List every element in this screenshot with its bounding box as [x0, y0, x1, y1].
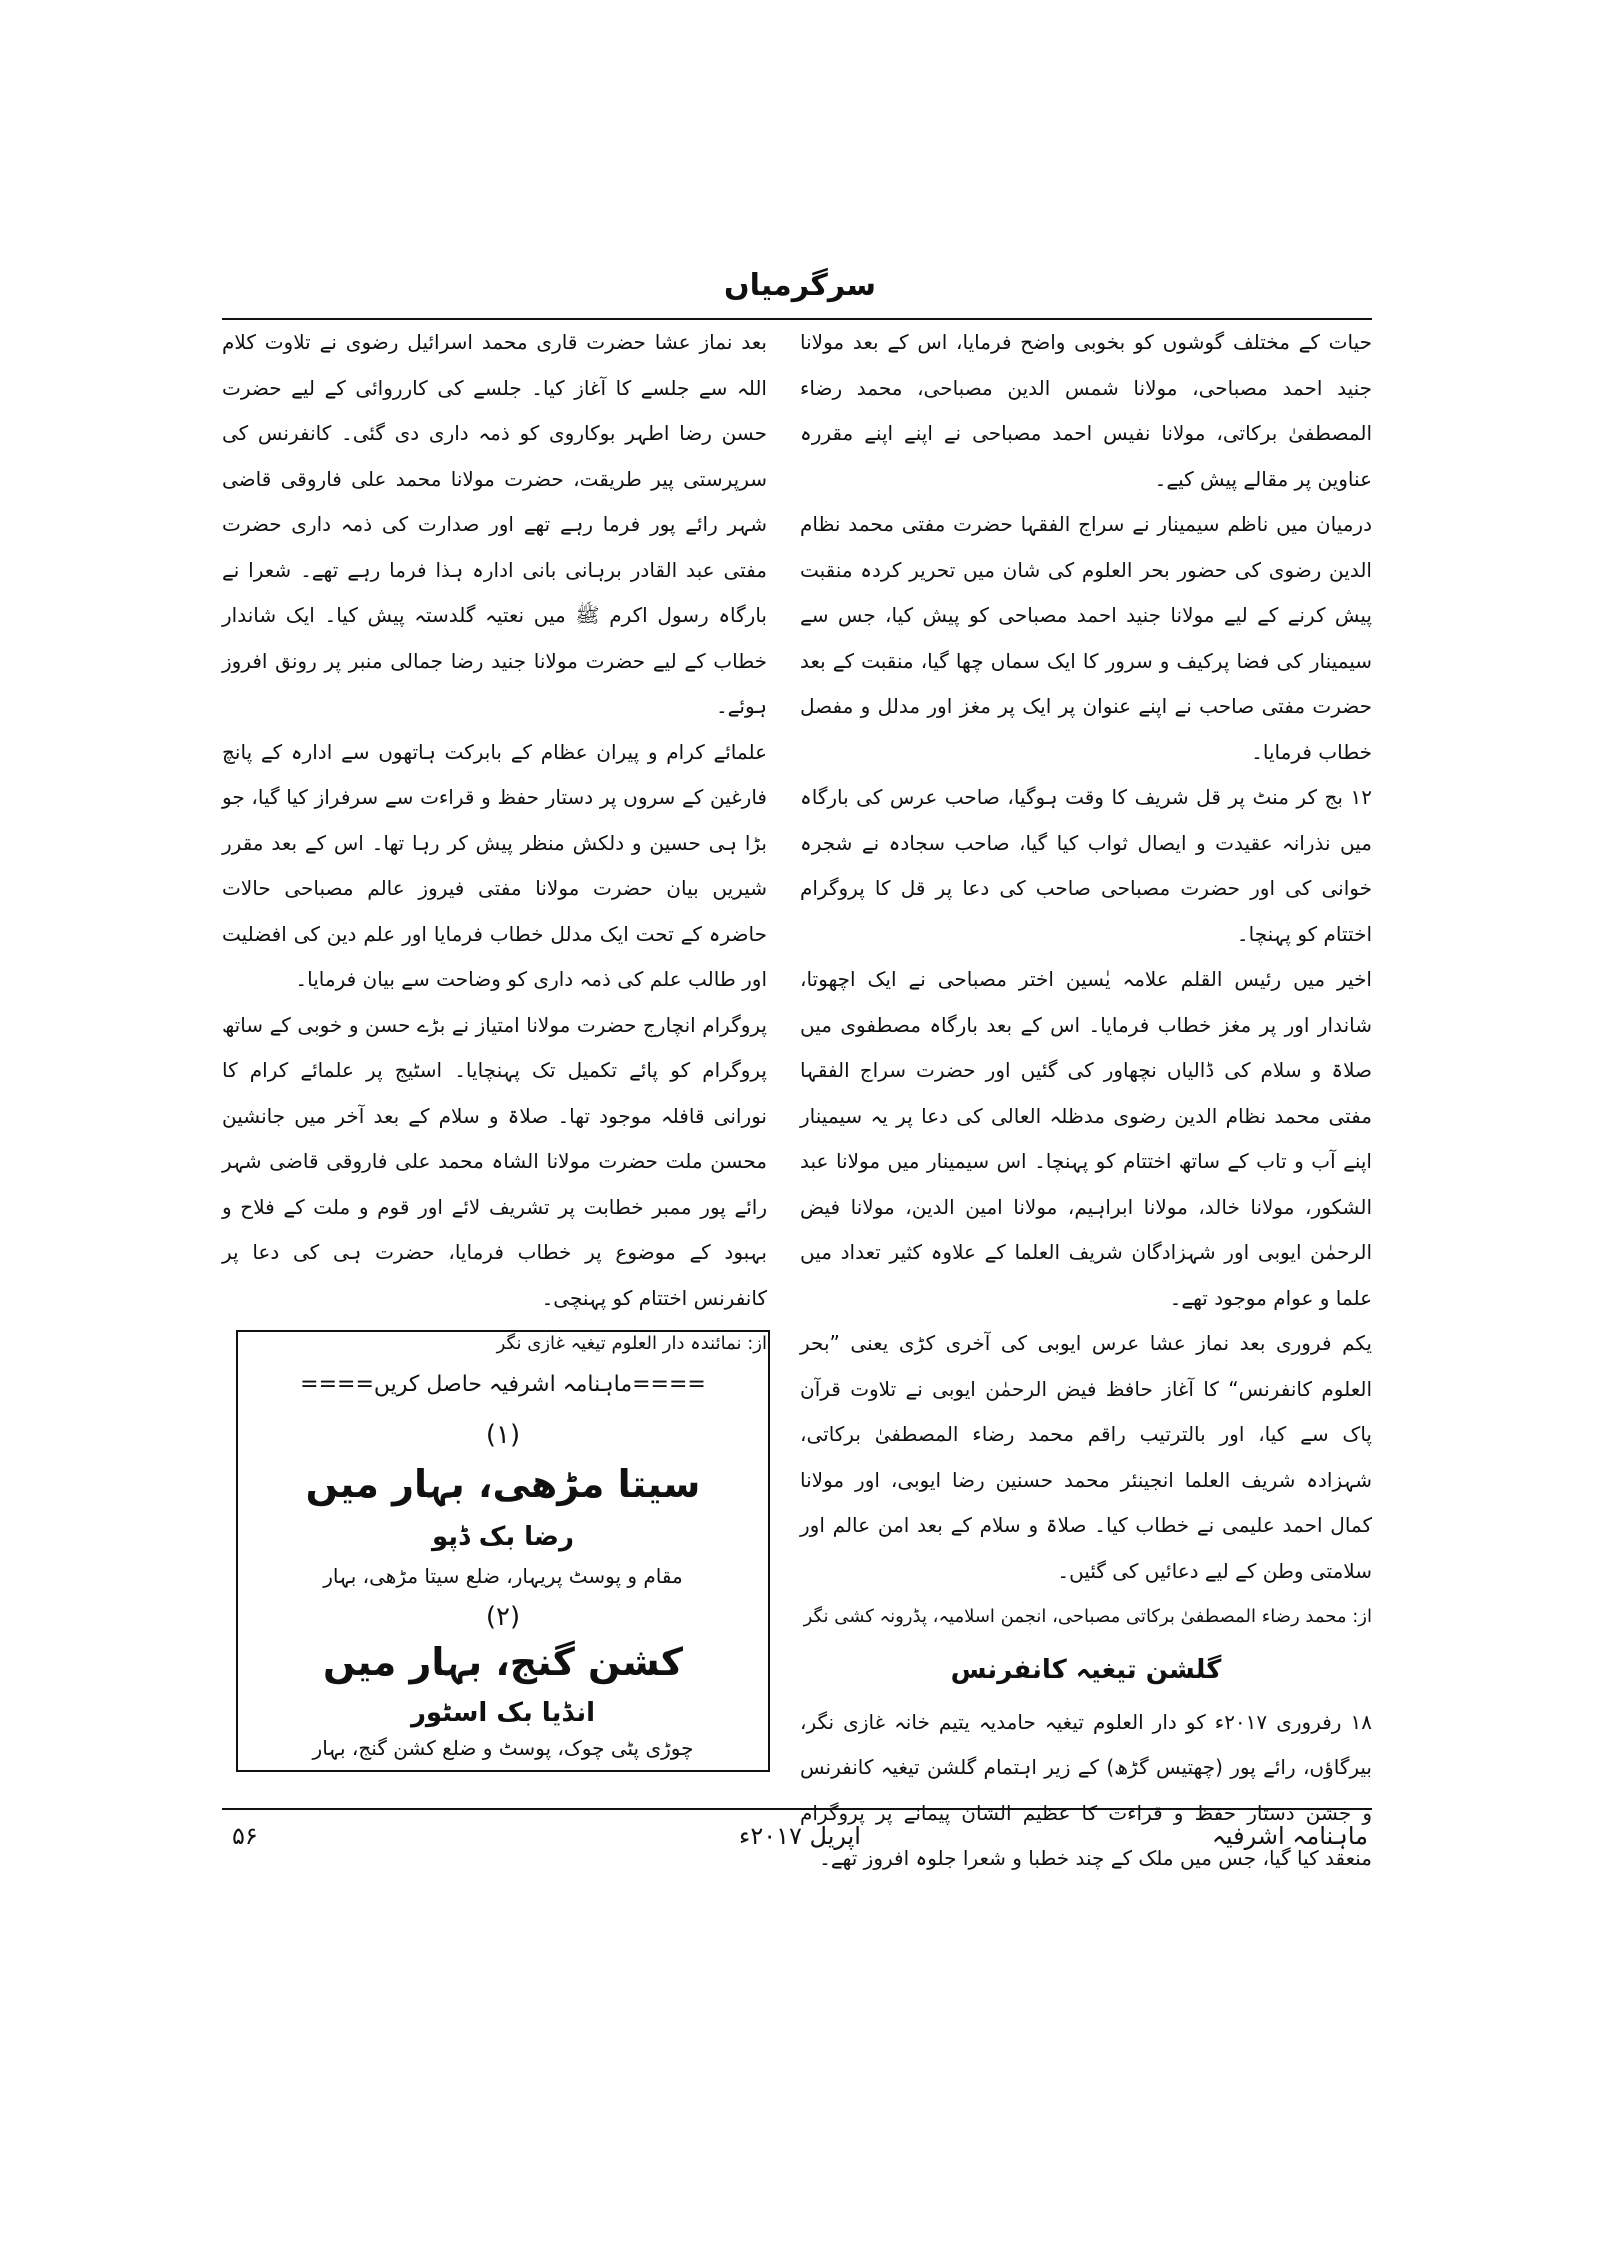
- article-paragraph: بعد نماز عشا حضرت قاری محمد اسرائیل رضوی نے تلاوت کلام اللہ سے جلسے کا آغاز کیا۔ جلسے کی کارروائی کے لیے حضرت حسن رضا اطہر بوکاروی کو ذمہ داری دی گئی۔ کانفرنس کی سرپرستی پیر طریقت، حضرت مولانا محمد علی فاروقی قاضی شہر رائے پور فرما رہے تھے اور صدارت کی ذمہ داری حضرت مفتی عبد القادر برہانی بانی ادارہ ہذا فرما رہے تھے۔ شعرا نے بارگاہ رسول اکرم ﷺ میں نعتیہ گلدستہ پیش کیا۔ ایک شاندار خطاب کے لیے حضرت مولانا جنید رضا جمالی منبر پر رونق افروز ہوئے۔: [222, 330, 767, 718]
- entry-number: (۱): [485, 1420, 521, 1450]
- article-paragraph: اخیر میں رئیس القلم علامہ یٰسین اختر مصباحی نے ایک اچھوتا، شاندار اور پر مغز خطاب فرمایا۔ اس کے بعد بارگاہ مصطفوی میں صلاۃ و سلام کی ڈالیاں نچھاور کی گئیں اور حضرت سراج الفقہا مفتی محمد نظام الدین رضوی مدظلہ العالی کی دعا پر یہ سیمینار اپنے آب و تاب کے ساتھ اختتام کو پہنچا۔ اس سیمینار میں مولانا عبد الشکور، مولانا خالد، مولانا ابراہیم، مولانا امین الدین، مولانا فیض الرحمٰن ایوبی اور شہزادگان شریف العلما کے علاوہ کثیر تعداد میں علما و عوام موجود تھے۔: [800, 967, 1372, 1310]
- page-number: ۵۶: [232, 1822, 258, 1850]
- subscription-box: [236, 1330, 770, 1772]
- magazine-name: ماہنامہ اشرفیہ: [1211, 1822, 1368, 1850]
- article-paragraph: علمائے کرام و پیران عظام کے بابرکت ہاتھوں سے ادارہ کے پانچ فارغین کے سروں پر دستار حفظ و قراءت سے سرفراز کیا گیا، جو بڑا ہی حسین و دلکش منظر پیش کر رہا تھا۔ اس کے بعد مقرر شیریں بیان حضرت مولانا مفتی فیروز عالم مصباحی حالات حاضرہ کے تحت ایک مدلل خطاب فرمایا اور علم دین کی افضلیت اور طالب علم کی ذمہ داری کو وضاحت سے بیان فرمایا۔: [222, 739, 767, 991]
- entry-place: کشن گنج، بہار میں: [323, 1640, 683, 1684]
- entry-place: سیتا مڑھی، بہار میں: [305, 1462, 701, 1506]
- issue-date: اپریل ۲۰۱۷ء: [739, 1822, 861, 1850]
- entry-address: چوڑی پٹی چوک، پوسٹ و ضلع کشن گنج، بہار: [312, 1736, 694, 1760]
- article-paragraph: پروگرام انچارج حضرت مولانا امتیاز نے بڑے حسن و خوبی کے ساتھ پروگرام کو پائے تکمیل تک پہنچایا۔ اسٹیج پر علمائے کرام کا نورانی قافلہ موجود تھا۔ صلاۃ و سلام کے بعد آخر میں جانشین محسن ملت حضرت مولانا الشاہ محمد علی فاروقی قاضی شہر رائے پور ممبر خطابت پر تشریف لائے اور قوم و ملت کے فلاح و بہبود کے موضوع پر خطاب فرمایا، حضرت ہی کی دعا پر کانفرنس اختتام کو پہنچی۔: [222, 1012, 767, 1310]
- article-credit: از: محمد رضاء المصطفیٰ برکاتی مصباحی، انجمن اسلامیہ، پڈرونہ کشی نگر: [803, 1606, 1372, 1627]
- entry-address: مقام و پوسٹ پریہار، ضلع سیتا مڑھی، بہار: [323, 1564, 683, 1588]
- box-heading: ====ماہنامہ اشرفیہ حاصل کریں====: [300, 1372, 706, 1397]
- article-paragraph: حیات کے مختلف گوشوں کو بخوبی واضح فرمایا، اس کے بعد مولانا جنید احمد مصباحی، مولانا شمس الدین مصباحی، محمد رضاء المصطفیٰ برکاتی، مولانا نفیس احمد مصباحی نے اپنے اپنے مقررہ عناوین پر مقالے پیش کیے۔: [800, 330, 1372, 491]
- article-paragraph: درمیان میں ناظم سیمینار نے سراج الفقہا حضرت مفتی محمد نظام الدین رضوی کی حضور بحر العلوم کی شان میں تحریر کردہ منقبت پیش کرنے کے لیے مولانا جنید احمد مصباحی کو پیش کیا، جس سے سیمینار کی فضا پرکیف و سرور کا ایک سماں چھا گیا، منقبت کے بعد حضرت مفتی صاحب نے اپنے عنوان پر ایک پر مغز اور مدلل و مفصل خطاب فرمایا۔: [800, 512, 1372, 764]
- entry-shop: انڈیا بک اسٹور: [410, 1698, 596, 1728]
- right-column: [800, 320, 1372, 1882]
- article-paragraph: یکم فروری بعد نماز عشا عرس ایوبی کی آخری کڑی یعنی ”بحر العلوم کانفرنس“ کا آغاز حافظ فیض الرحمٰن ایوبی نے تلاوت قرآن پاک سے کیا، اور بالترتیب راقم محمد رضاء المصطفیٰ برکاتی، شہزادہ شریف العلما انجینئر محمد حسنین رضا ایوبی، اور مولانا کمال احمد علیمی نے خطاب کیا۔ صلاۃ و سلام کے بعد امن عالم اور سلامتی وطن کے لیے دعائیں کی گئیں۔: [800, 1331, 1372, 1583]
- article-paragraph: ۱۲ بج کر منٹ پر قل شریف کا وقت ہوگیا، صاحب عرس کی بارگاہ میں نذرانہ عقیدت و ایصال ثواب کیا گیا، صاحب سجادہ نے شجرہ خوانی کی اور حضرت مصباحی صاحب کی دعا پر قل کا پروگرام اختتام کو پہنچا۔: [800, 785, 1372, 946]
- article-paragraph: ۱۸ رفروری ۲۰۱۷ء کو دار العلوم تیغیہ حامدیہ یتیم خانہ غازی نگر، بیرگاؤں، رائے پور (چھتیس گڑھ) کے زیر اہتمام گلشن تیغیہ کانفرنس و جشن دستار حفظ و قراءت کا عظیم الشان پیمانے پر پروگرام منعقد کیا گیا، جس میں ملک کے چند خطبا و شعرا جلوہ افروز تھے۔: [800, 1709, 1372, 1870]
- article-subheading: گلشن تیغیہ کانفرنس: [950, 1654, 1222, 1685]
- footer-divider: [222, 1808, 1372, 1810]
- section-title: سرگرمیاں: [724, 268, 876, 303]
- entry-shop: رضا بک ڈپو: [432, 1522, 574, 1552]
- article-credit: از: نمائندہ دار العلوم تیغیہ غازی نگر: [496, 1333, 767, 1354]
- left-column: [222, 320, 767, 1367]
- entry-number: (۲): [485, 1602, 521, 1632]
